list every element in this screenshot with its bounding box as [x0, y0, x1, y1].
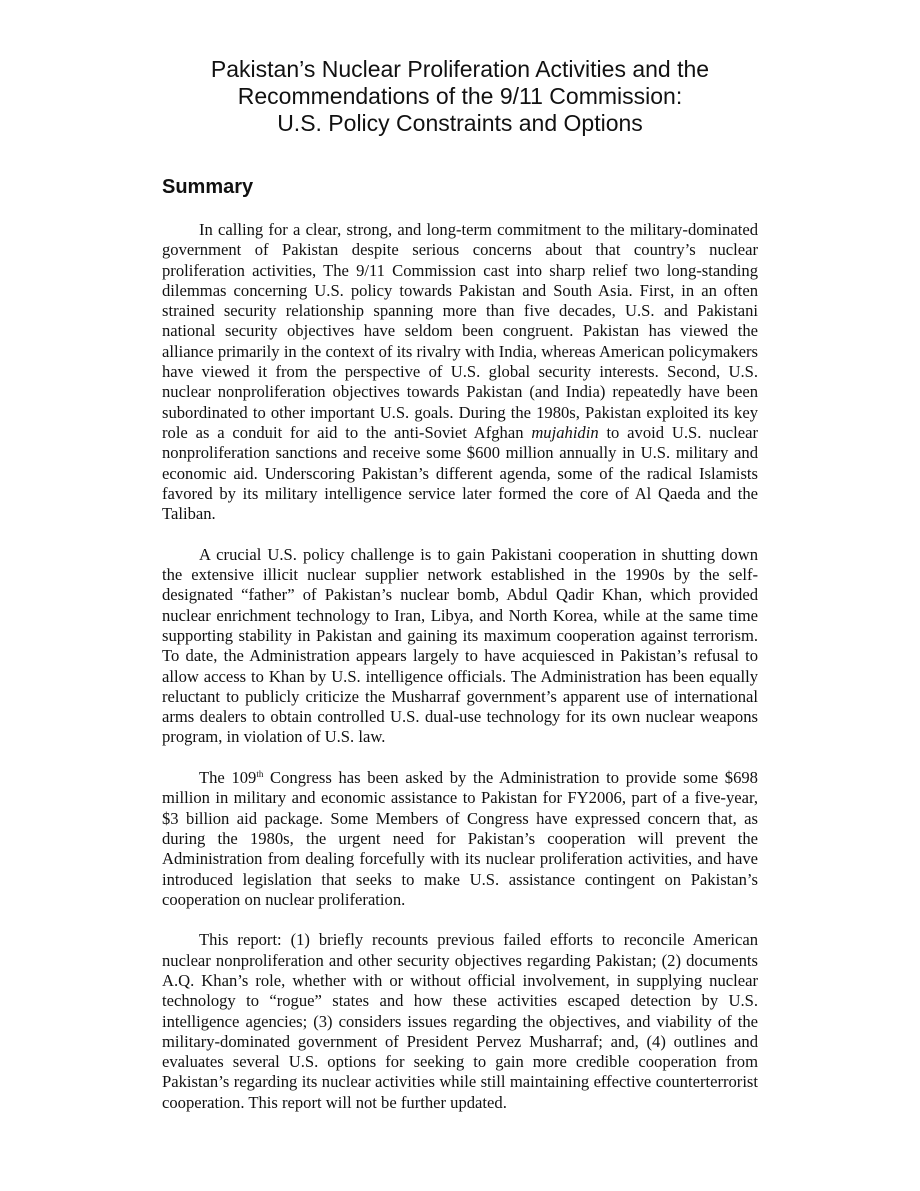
summary-body — [162, 220, 758, 1113]
summary-paragraph-4: This report: (1) briefly recounts previous failed efforts to reconcile American nuclear nonproliferation and other security objectives regarding Pakistan; (2) documents A.Q. Khan’s role, whether with or without official involvement, in supplying nuclear technology to “rogue” states and how these activities escaped detection by U.S. intelligence agencies; (3) considers issues regarding the objectives, and viability of the military-dominated government of President Pervez Musharraf; and, (4) outlines and evaluates several U.S. options for seeking to gain more credible cooperation from Pakistan’s regarding its nuclear activities while still maintaining effective counterterrorist cooperation. This report will not be further updated. — [162, 930, 758, 1112]
paragraph-1-text-a: In calling for a clear, strong, and long-term commitment to the military-dominated government of Pakistan despite serious concerns about that country’s nuclear proliferation activities, The 9/11 Commission cast into sharp relief two long-standing dilemmas concerning U.S. policy towards Pakistan and South Asia. First, in an often strained security relationship spanning more than five decades, U.S. and Pakistani national security objectives have seldom been congruent. Pakistan has viewed the alliance primarily in the context of its rivalry with India, whereas American policymakers have viewed it from the perspective of U.S. global security interests. Second, U.S. nuclear nonproliferation objectives towards Pakistan (and India) repeatedly have been subordinated to other important U.S. goals. During the 1980s, Pakistan exploited its key role as a conduit for aid to the anti-Soviet Afghan — [162, 220, 758, 442]
paragraph-3-superscript: th — [256, 769, 264, 780]
summary-paragraph-3 — [162, 768, 758, 910]
summary-heading: Summary — [162, 176, 254, 198]
title-line-2: Recommendations of the 9/11 Commission: — [237, 83, 683, 109]
paragraph-3-text-b: Congress has been asked by the Administration to provide some $698 million in military and economic assistance to Pakistan for FY2006, part of a five-year, $3 billion aid package. Some Members of Congress have expressed concern that, as during the 1980s, the urgent need for Pakistan’s cooperation will prevent the Administration from dealing forcefully with its nuclear proliferation activities, and have introduced legislation that seeks to make U.S. assistance contingent on Pakistan’s cooperation on nuclear proliferation. — [162, 768, 758, 909]
document-title — [162, 56, 758, 137]
paragraph-1-italic-term: mujahidin — [531, 422, 599, 442]
paragraph-1-text-b: to avoid U.S. nuclear nonproliferation sanctions and receive some $600 million annually in U.S. military and economic aid. Underscoring Pakistan’s different agenda, some of the radical Islamists favored by its military intelligence service later formed the core of Al Qaeda and the Taliban. — [162, 422, 758, 524]
title-line-3: U.S. Policy Constraints and Options — [277, 110, 643, 136]
summary-paragraph-2: A crucial U.S. policy challenge is to gain Pakistani cooperation in shutting down the extensive illicit nuclear supplier network established in the 1990s by the self-designated “father” of Pakistan’s nuclear bomb, Abdul Qadir Khan, which provided nuclear enrichment technology to Iran, Libya, and North Korea, while at the same time supporting stability in Pakistan and gaining its maximum cooperation against terrorism. To date, the Administration appears largely to have acquiesced in Pakistan’s refusal to allow access to Khan by U.S. intelligence officials. The Administration has been equally reluctant to publicly criticize the Musharraf government’s apparent use of international arms dealers to obtain controlled U.S. dual-use technology for its own nuclear weapons program, in violation of U.S. law. — [162, 544, 758, 747]
paragraph-3-text-a: The 109 — [199, 768, 257, 788]
summary-paragraph-1 — [162, 220, 758, 524]
title-line-1: Pakistan’s Nuclear Proliferation Activities and the — [210, 56, 710, 82]
